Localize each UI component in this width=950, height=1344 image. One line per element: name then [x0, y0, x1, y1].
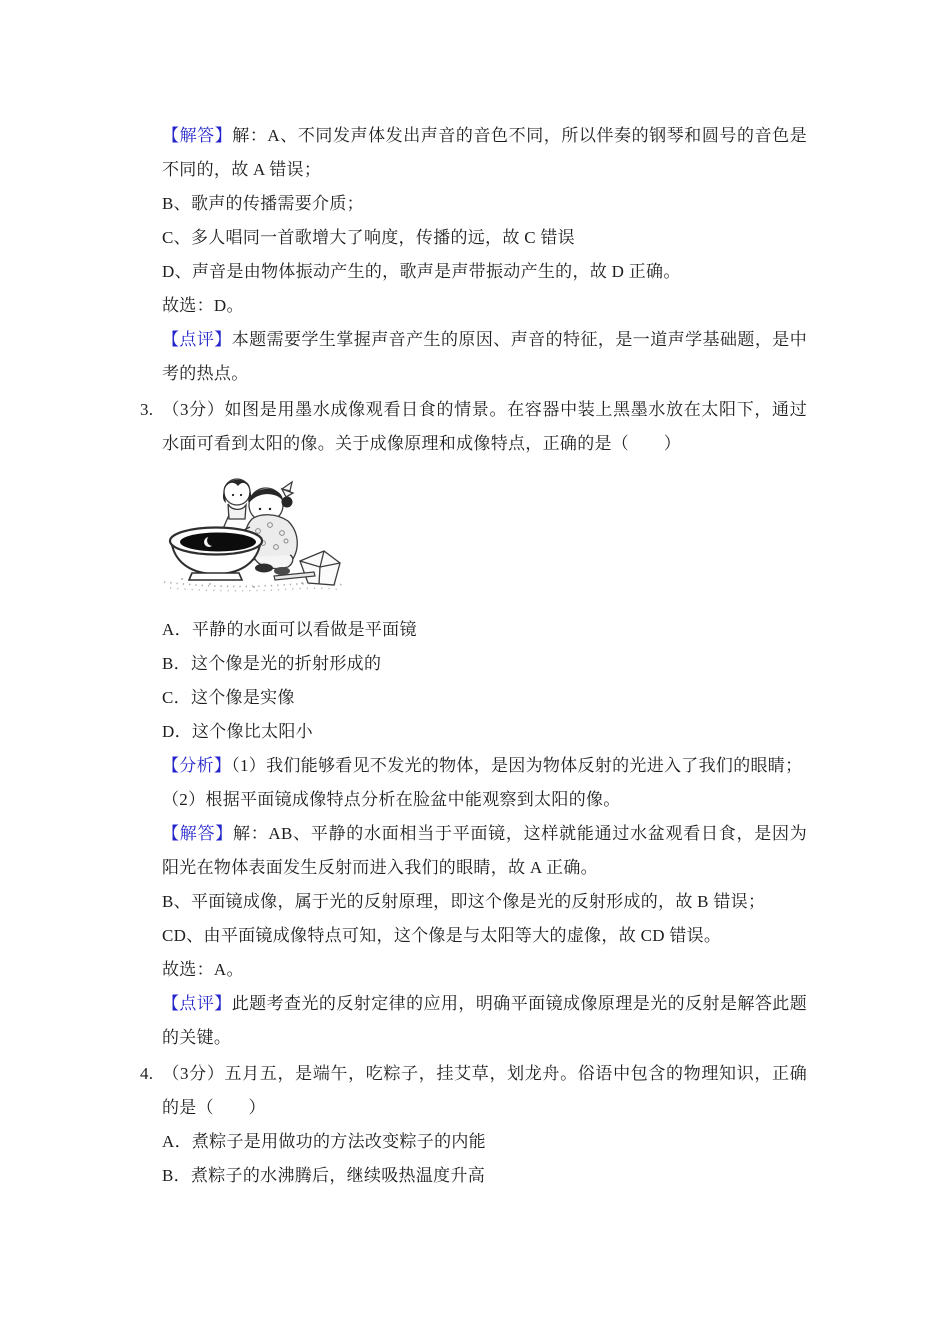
q3-figure: [162, 475, 348, 593]
q3-fenxi-line2: （2）根据平面镜成像特点分析在脸盆中能观察到太阳的像。: [162, 790, 621, 809]
fenxi-text-1: （1）我们能够看见不发光的物体，是因为物体反射的光进入了我们的眼睛；: [231, 756, 803, 775]
q2-dianping-line: [162, 323, 807, 391]
ink-basin: [170, 528, 262, 581]
q3-stem: [140, 393, 807, 461]
q3-fenxi-line1: [162, 749, 807, 783]
q3-analysis-b: B、平面镜成像，属于光的反射原理，即这个像是光的反射形成的，故 B 错误；: [162, 892, 766, 911]
q3-number: 3.: [140, 400, 154, 419]
black-ink-surface: [180, 533, 256, 552]
dianping-text: 本题需要学生掌握声音产生的原因、声音的特征，是一道声学基础题，是中考的热点。: [162, 330, 807, 383]
q4-stem: [140, 1057, 807, 1125]
q2-analysis-d: D、声音是由物体振动产生的，歌声是声带振动产生的，故 D 正确。: [162, 262, 681, 281]
q4-stem-text: 五月五，是端午，吃粽子，挂艾草，划龙舟。俗语中包含的物理知识，正确的是（ ）: [162, 1064, 807, 1117]
ink-basin-eclipse-illustration: [162, 475, 348, 593]
q3-analysis-cd: CD、由平面镜成像特点可知，这个像是与太阳等大的虚像，故 CD 错误。: [162, 926, 722, 945]
toy-box: [300, 551, 340, 585]
q4-number: 4.: [140, 1064, 154, 1083]
q3-score: （3分）: [162, 400, 225, 419]
q3-jieda-line: [162, 817, 807, 885]
q4-option-b: B．煮粽子的水沸腾后，继续吸热温度升高: [162, 1166, 486, 1185]
q3-option-b: B．这个像是光的折射形成的: [162, 654, 382, 673]
dianping-marker: 【点评】: [162, 330, 232, 349]
dianping-marker: 【点评】: [162, 994, 232, 1013]
q2-analysis-c: C、多人唱同一首歌增大了响度，传播的远，故 C 错误: [162, 228, 575, 247]
q3-verdict: 故选：A。: [162, 960, 244, 979]
jieda-marker: 【解答】: [162, 126, 233, 145]
q4-score: （3分）: [162, 1064, 225, 1083]
page-content: [140, 119, 808, 1193]
child-back: [222, 479, 251, 533]
jieda-text: 解：AB、平静的水面相当于平面镜，这样就能通过水盆观看日食，是因为阳光在物体表面发生反射而进入我们的眼睛，故 A 正确。: [162, 824, 808, 877]
q3-option-c: C．这个像是实像: [162, 688, 295, 707]
q3-option-a: A．平静的水面可以看做是平面镜: [162, 620, 417, 639]
q2-verdict: 故选：D。: [162, 296, 244, 315]
q4-option-a: A．煮粽子是用做功的方法改变粽子的内能: [162, 1132, 486, 1151]
jieda-marker: 【解答】: [162, 824, 233, 843]
q2-analysis-b: B、歌声的传播需要介质；: [162, 194, 364, 213]
q3-option-d: D．这个像比太阳小: [162, 722, 313, 741]
fenxi-marker: 【分析】: [162, 756, 232, 775]
dianping-text: 此题考查光的反射定律的应用，明确平面镜成像原理是光的反射是解答此题的关键。: [162, 994, 807, 1047]
q2-jieda-line: [162, 119, 807, 187]
q3-stem-text: 如图是用墨水成像观看日食的情景。在容器中装上黑墨水放在太阳下，通过水面可看到太阳的像。关于成像原理和成像特点，正确的是（ ）: [162, 400, 807, 453]
q3-dianping-line: [162, 987, 807, 1055]
jieda-text: 解：A、不同发声体发出声音的音色不同，所以伴奏的钢琴和圆号的音色是不同的，故 A 错误；: [162, 126, 807, 179]
